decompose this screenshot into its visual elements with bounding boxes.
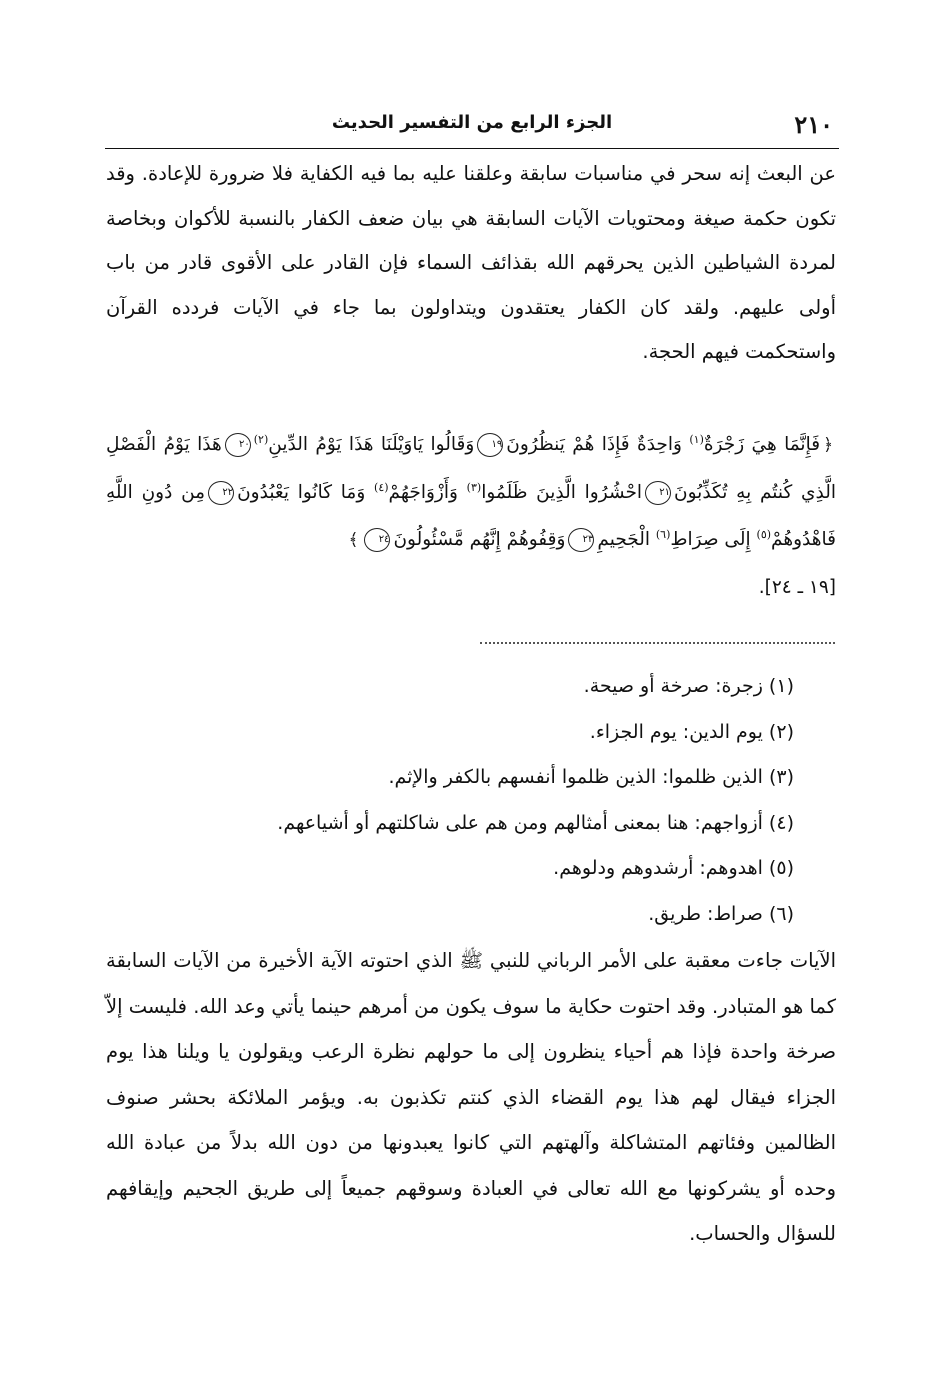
verse-24: وَقِفُوهُمْ إِنَّهُم مَّسْئُولُونَ bbox=[393, 529, 566, 550]
verse-21: هَذَا يَوْمُ الْفَصْلِ الَّذِي كُنتُم بِهِ تُكَذِّبُونَ bbox=[106, 434, 836, 503]
verse-number-marker-19: ١٩ bbox=[477, 433, 503, 457]
commentary-intro-paragraph: عن البعث إنه سحر في مناسبات سابقة وعلقنا عليه بما فيه الكفاية فلا ضرورة للإعادة. وقد تكون حكمة صيغة ومحتويات الآيات السابقة هي بيان ضعف الكفار بالنسبة للأكوان وبخاصة لمردة الشياطين الذين يحرقهم الله بقذائف السماء فإن القادر على الأقوى قادر من باب أولى عليهم. ولقد كان الكفار يعتقدون ويتداولون بما جاء في الآيات فردده القرآن واستحكمت فيهم الحجة. bbox=[106, 162, 836, 363]
verse-range-reference: [١٩ ـ ٢٤]. bbox=[758, 577, 836, 598]
verse-close-bracket: ﴾ bbox=[348, 530, 359, 550]
footnote-ref-5: (٥) bbox=[756, 527, 772, 541]
verse-number-marker-20: ٢٠ bbox=[225, 433, 251, 457]
footnote-ref-3: (٣) bbox=[466, 480, 482, 494]
footnote-separator bbox=[480, 642, 835, 644]
verse-22-part-c: وَمَا كَانُوا يَعْبُدُونَ bbox=[237, 482, 366, 503]
footnote-item: (١) زجرة: صرخة أو صيحة. bbox=[583, 675, 794, 697]
verse-23-part-b: إِلَى صِرَاطِ bbox=[670, 529, 751, 550]
footnote-ref-2: (٢) bbox=[253, 432, 269, 446]
footnote-item: (٦) صراط: طريق. bbox=[648, 902, 794, 925]
verse-22-part-a: احْشُرُوا الَّذِينَ ظَلَمُوا bbox=[481, 482, 643, 503]
verse-19-part-a: فَإِنَّمَا هِيَ زَجْرَةٌ bbox=[703, 434, 821, 455]
verse-number-marker-22: ٢٢ bbox=[208, 481, 234, 505]
footnote-ref-1: (١) bbox=[689, 432, 704, 446]
verse-20-part-a: وَقَالُوا يَاوَيْلَنَا هَذَا يَوْمُ الدِّينِ bbox=[268, 434, 475, 455]
footnote-ref-6: (٦) bbox=[655, 527, 671, 541]
commentary-main-paragraph: الآيات جاءت معقبة على الأمر الرباني للنبي ﷺ الذي احتوته الآية الأخيرة من الآيات السابقة كما هو المتبادر. وقد احتوت حكاية ما سوف يكون من أمرهم حينما يأتي وعد الله. فليست إلاّ صرخة واحدة فإذا هم أحياء ينظرون إلى ما حولهم نظرة الرعب ويقولون يا ويلنا هذا يوم الجزاء فيقال لهم هذا يوم القضاء الذي كنتم تكذبون به. ويؤمر الملائكة بحشر صنوف الظالمين وفئاتهم المتشاكلة وآلهتهم التي كانوا يعبدونها من دون الله بدلاً من عبادة الله وحده أو يشركونها مع الله تعالى في العبادة وسوقهم جميعاً إلى طريق الجحيم وإيقافهم للسؤال والحساب. bbox=[106, 949, 836, 1245]
footnote-item: (٣) الذين ظلموا: الذين ظلموا أنفسهم بالكفر والإثم. bbox=[388, 766, 794, 789]
footnote-item: (٢) يوم الدين: يوم الجزاء. bbox=[589, 720, 794, 743]
running-title: الجزء الرابع من التفسير الحديث bbox=[331, 112, 613, 133]
verse-23-part-c: الْجَحِيمِ bbox=[597, 529, 650, 550]
footnote-ref-4: (٤) bbox=[374, 480, 389, 494]
footnotes-list bbox=[106, 664, 794, 938]
verse-open-bracket: ﴿ bbox=[823, 435, 834, 455]
verse-23-part-a: مِن دُونِ اللَّهِ فَاهْدُوهُمْ bbox=[106, 482, 836, 550]
verse-number-marker-23: ٢٣ bbox=[568, 528, 594, 552]
footnote-item: (٤) أزواجهم: هنا بمعنى أمثالهم ومن هم على شاكلتهم أو أشياعهم. bbox=[277, 811, 794, 834]
verse-number-marker-21: ٢١ bbox=[645, 481, 671, 505]
quran-verses-block bbox=[106, 421, 836, 611]
verse-19-part-b: وَاحِدَةٌ فَإِذَا هُمْ يَنظُرُونَ bbox=[506, 434, 682, 455]
verse-22-part-b: وَأَزْوَاجَهُمْ bbox=[388, 482, 458, 503]
page-header bbox=[105, 98, 839, 149]
footnote-item: (٥) اهدوهم: أرشدوهم ودلوهم. bbox=[553, 857, 794, 880]
page-number: ٢١٠ bbox=[794, 110, 833, 139]
verse-number-marker-24: ٢٤ bbox=[364, 528, 390, 552]
